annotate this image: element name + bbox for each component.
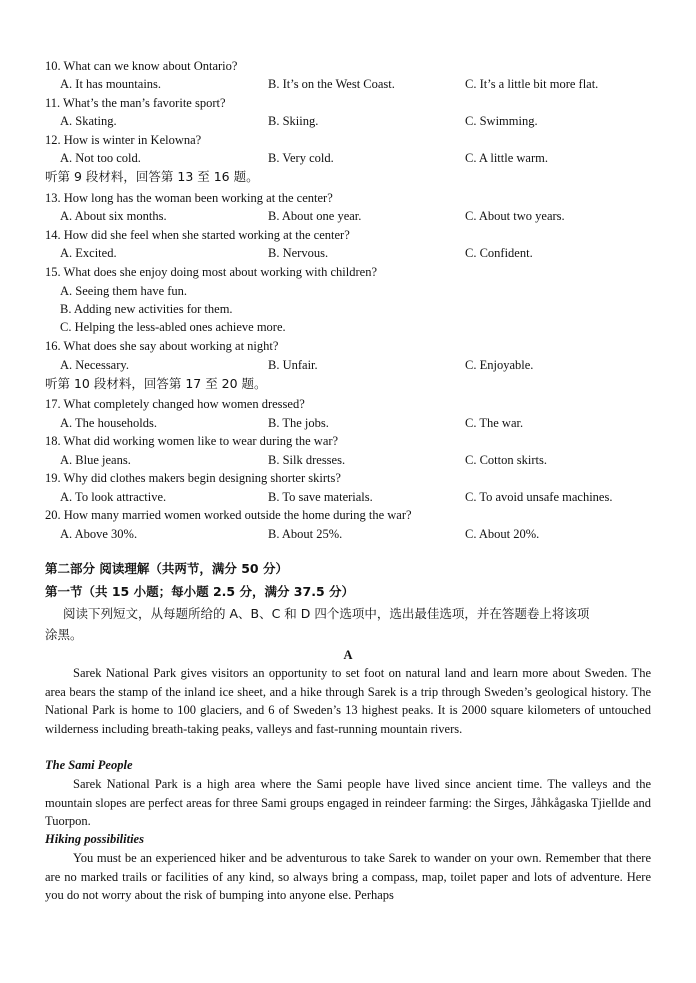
option-c: C. Cotton skirts.	[465, 453, 547, 467]
passage-paragraph-2: Sarek National Park is a high area where the Sami people have lived since ancient time. The valleys and the mountain slopes are perfect areas for three Sami groups engaged in reindeer farming: the Sirges, Jåhkågaska Tjiellde and Tuorpon.	[45, 777, 651, 828]
option-a: A. Skating.	[60, 114, 117, 128]
question-stem: 19. Why did clothes makers begin designing shorter skirts?	[45, 471, 341, 485]
option-a: A. About six months.	[60, 209, 167, 223]
option-a: A. Above 30%.	[60, 527, 138, 541]
option-b: B. To save materials.	[268, 490, 373, 504]
option-a: A. Not too cold.	[60, 151, 141, 165]
option-a: A. To look attractive.	[60, 490, 167, 504]
option-c: C. Helping the less-abled ones achieve more.	[60, 320, 286, 334]
question-stem: 15. What does she enjoy doing most about working with children?	[45, 265, 378, 279]
option-b: B. The jobs.	[268, 416, 329, 430]
option-b: B. Unfair.	[268, 358, 318, 372]
option-c: C. About 20%.	[465, 527, 540, 541]
section-instruction-10: 听第 10 段材料，回答第 17 至 20 题。	[45, 376, 267, 391]
question-stem: 20. How many married women worked outside the home during the war?	[45, 508, 412, 522]
reading-instruction: 阅读下列短文，从每题所给的 A、B、C 和 D 四个选项中，选出最佳选项，并在答题卷上将该项	[63, 606, 590, 621]
question-stem: 12. How is winter in Kelowna?	[45, 133, 202, 147]
passage-label: A	[343, 648, 353, 662]
option-a: A. The households.	[60, 416, 157, 430]
option-a: A. Seeing them have fun.	[60, 284, 188, 298]
passage-paragraph-1: Sarek National Park gives visitors an opportunity to set foot on natural land and learn more about Sweden. The area bears the stamp of the inland ice sheet, and a hike through Sarek is a trip through Sweden’s geological history. The National Park is home to 100 glaciers, and 6 of Sweden’s 13 highest peaks. It is 2000 square kilometers of untouched wilderness including breath-taking peaks, valleys and fast-running mountain rivers.	[45, 666, 651, 736]
question-stem: 11. What’s the man’s favorite sport?	[45, 96, 226, 110]
part-title: 第二部分 阅读理解（共两节，满分 50 分）	[45, 561, 288, 576]
option-b: B. Silk dresses.	[268, 453, 346, 467]
reading-instruction-cont: 涂黑。	[45, 627, 83, 642]
section-instruction-9: 听第 9 段材料，回答第 13 至 16 题。	[45, 169, 259, 184]
option-c: C. A little warm.	[465, 151, 548, 165]
option-b: B. Skiing.	[268, 114, 319, 128]
passage-heading-sami: The Sami People	[45, 758, 133, 772]
option-b: B. About one year.	[268, 209, 362, 223]
question-stem: 10. What can we know about Ontario?	[45, 59, 238, 73]
option-c: C. About two years.	[465, 209, 565, 223]
passage-heading-hiking: Hiking possibilities	[45, 832, 144, 846]
option-b: B. About 25%.	[268, 527, 343, 541]
option-c: C. Enjoyable.	[465, 358, 534, 372]
section-title: 第一节（共 15 小题；每小题 2.5 分，满分 37.5 分）	[45, 584, 354, 599]
option-c: C. The war.	[465, 416, 524, 430]
option-b: B. Very cold.	[268, 151, 334, 165]
option-b: B. Adding new activities for them.	[60, 302, 233, 316]
question-stem: 14. How did she feel when she started working at the center?	[45, 228, 350, 242]
option-c: C. To avoid unsafe machines.	[465, 490, 613, 504]
question-stem: 18. What did working women like to wear during the war?	[45, 434, 339, 448]
option-a: A. Blue jeans.	[60, 453, 131, 467]
option-a: A. Excited.	[60, 246, 117, 260]
passage-paragraph-3: You must be an experienced hiker and be adventurous to take Sarek to wander on your own. Remember that there are no marked trails or facilities of any kind, so always bring a compass, map, toilet paper and lots of adventure. Here you do not worry about the risk of bumping into anyone else. Perhaps	[45, 851, 651, 902]
question-stem: 17. What completely changed how women dressed?	[45, 397, 305, 411]
option-b: B. Nervous.	[268, 246, 329, 260]
question-stem: 16. What does she say about working at night?	[45, 339, 279, 353]
option-a: A. It has mountains.	[60, 77, 162, 91]
option-a: A. Necessary.	[60, 358, 129, 372]
option-b: B. It’s on the West Coast.	[268, 77, 395, 91]
option-c: C. It’s a little bit more flat.	[465, 77, 599, 91]
option-c: C. Swimming.	[465, 114, 538, 128]
question-stem: 13. How long has the woman been working at the center?	[45, 191, 333, 205]
option-c: C. Confident.	[465, 246, 533, 260]
